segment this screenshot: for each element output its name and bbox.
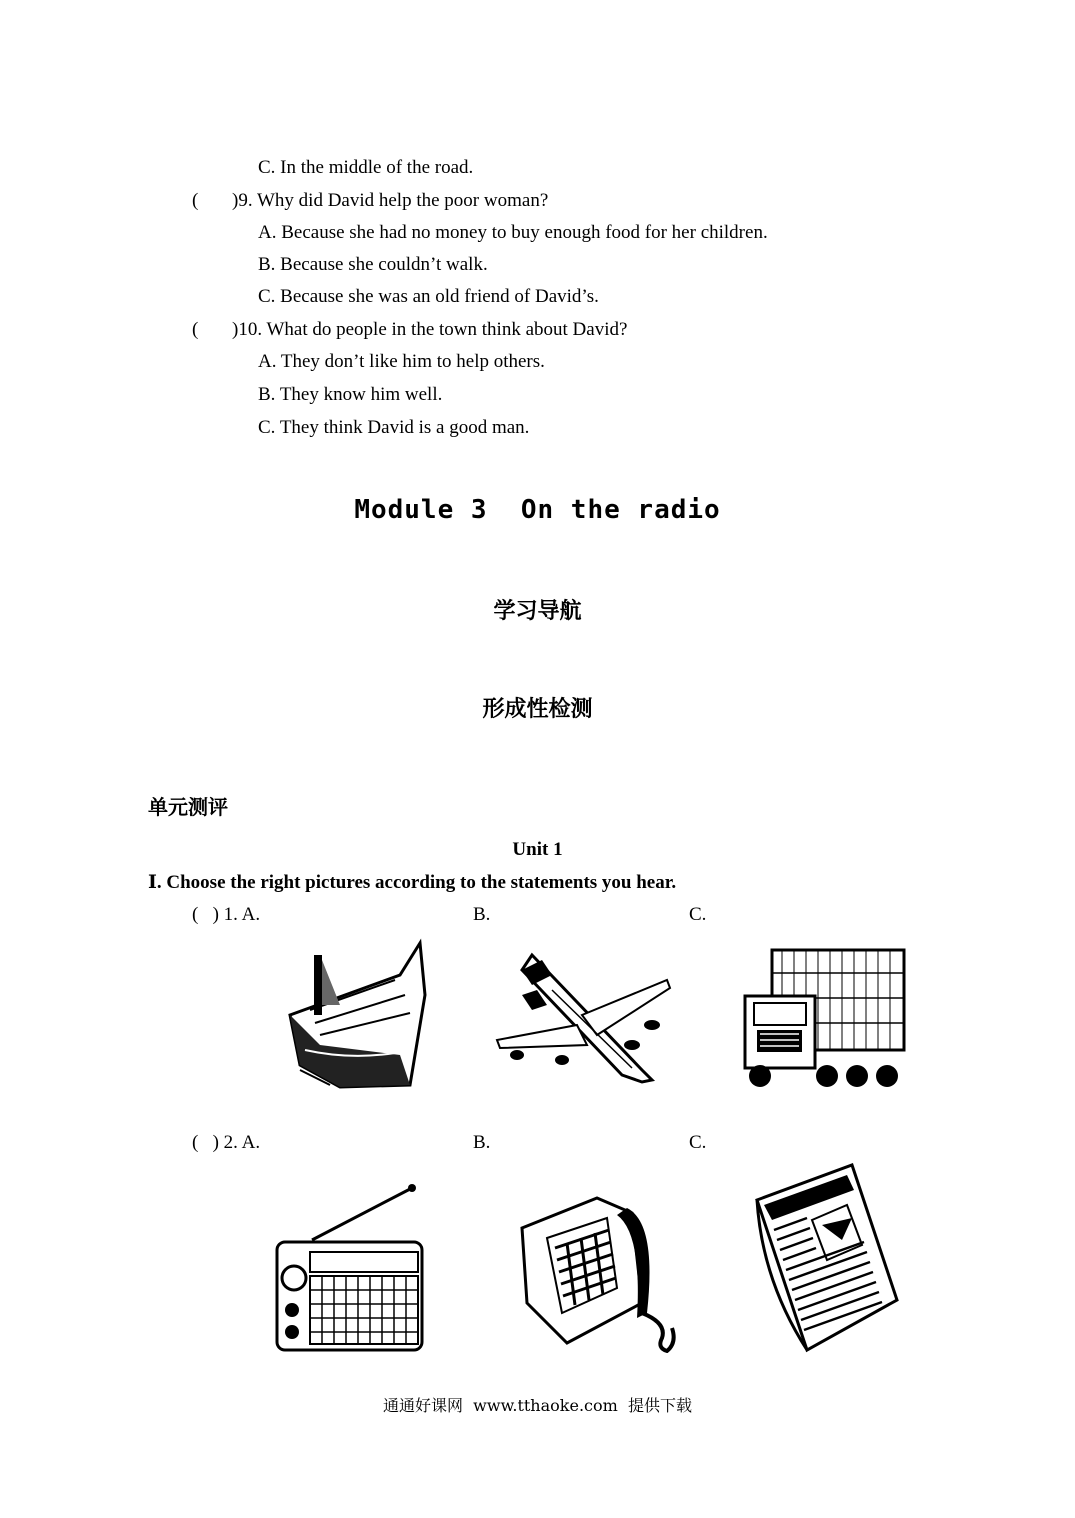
q9-option-c: C. Because she was an old friend of David’s. [258,286,599,307]
item1-option-b-label: B. [473,904,491,925]
unit-review-label: 单元测评 [148,795,228,819]
q10-option-a: A. They don’t like him to help others. [258,351,545,372]
radio-icon[interactable] [272,1180,427,1352]
item2-option-c-label: C. [689,1132,707,1153]
q10-stem: )10. What do people in the town think about David? [232,319,628,340]
q9-stem: )9. Why did David help the poor woman? [232,190,549,211]
truck-icon[interactable] [742,948,907,1090]
item2-option-b-label: B. [473,1132,491,1153]
page-footer: 通通好课网 www.tthaoke.com 提供下载 [383,1396,692,1415]
telephone-icon[interactable] [517,1193,687,1353]
item2-number-label[interactable]: ( ) 2. A. [192,1132,261,1153]
q8-option-c: C. In the middle of the road. [258,157,474,178]
unit-title: Unit 1 [512,839,563,860]
q9-option-a: A. Because she had no money to buy enough food for her children. [258,222,768,243]
q9-option-b: B. Because she couldn’t walk. [258,254,488,275]
item1-number-label[interactable]: ( ) 1. A. [192,904,261,925]
item1-option-c-label: C. [689,904,707,925]
part1-instruction: Ⅰ. Choose the right pictures according to the statements you hear. [148,872,677,893]
module-title: Module 3 On the radio [354,495,721,525]
airplane-icon[interactable] [492,950,672,1085]
section-study-guide: 学习导航 [493,599,582,624]
section-formative-test: 形成性检测 [482,697,593,722]
ship-icon[interactable] [280,935,430,1093]
q10-answer-bracket[interactable]: ( [192,319,199,340]
q10-option-b: B. They know him well. [258,384,443,405]
newspaper-icon[interactable] [752,1160,902,1355]
q9-answer-bracket[interactable]: ( [192,190,199,211]
q10-option-c: C. They think David is a good man. [258,417,530,438]
